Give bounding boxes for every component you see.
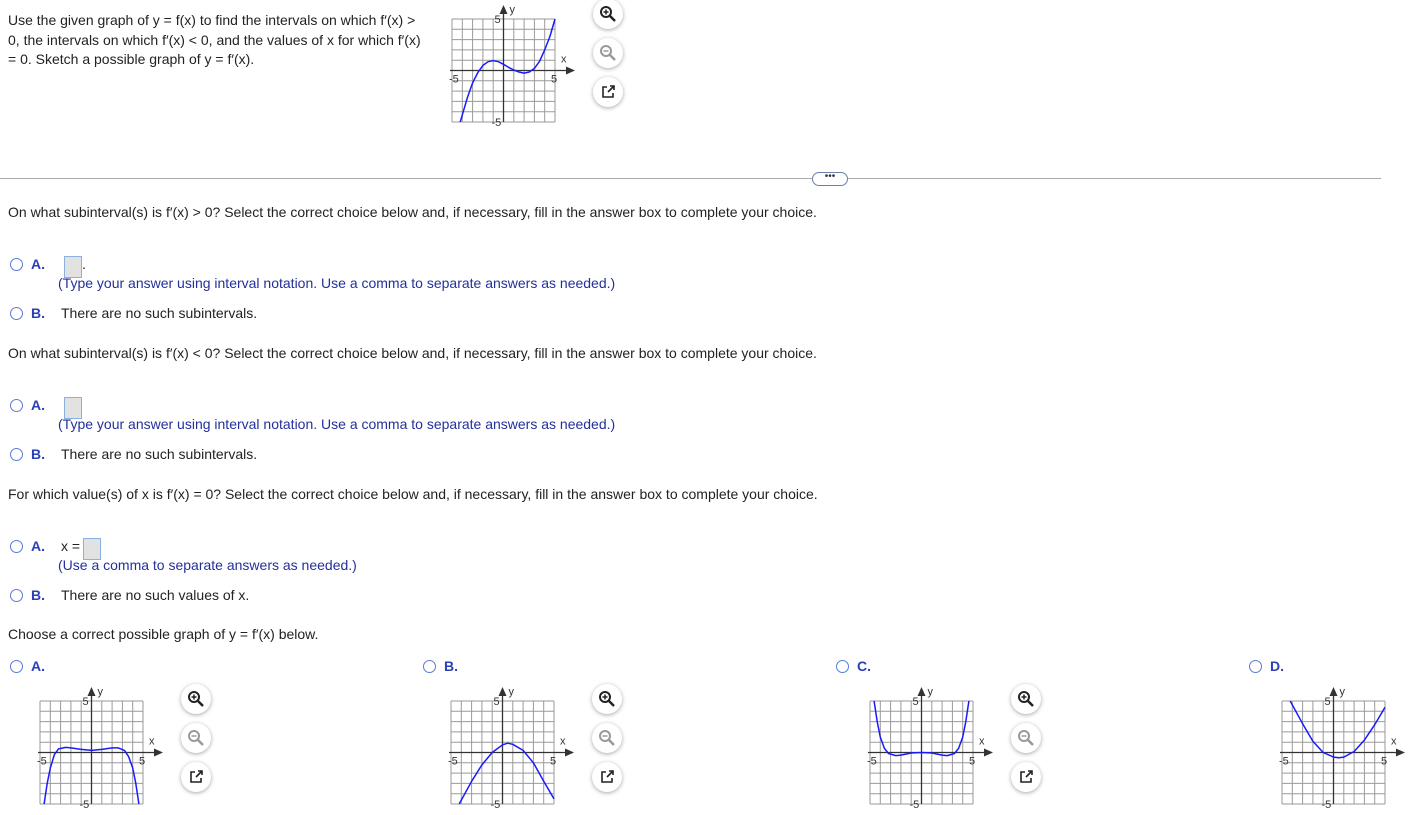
tick-label: -5 — [490, 799, 501, 811]
tick-label: -5 — [1279, 755, 1289, 768]
choice-label: A. — [31, 397, 45, 413]
tick-label: -5 — [449, 73, 459, 86]
graph-choice-b[interactable] — [423, 658, 470, 674]
y-axis-arrow — [88, 687, 96, 696]
radio-b[interactable] — [423, 660, 436, 673]
question-prompt: On what subinterval(s) is f′(x) > 0? Select the correct choice below and, if necessary, fill in the answer box to complete your choice. — [8, 204, 817, 220]
graph-option-d — [1268, 685, 1411, 815]
tick-label: -5 — [79, 799, 90, 811]
y-axis-label: y — [927, 686, 933, 698]
x-axis-arrow — [984, 749, 993, 757]
answer-suffix: . — [82, 256, 86, 272]
main-graph — [438, 3, 581, 133]
question-prompt: For which value(s) of x is f′(x) = 0? Select the correct choice below and, if necessary, fill in the answer box to complete your choice. — [8, 486, 818, 502]
answer-prefix: x = — [61, 538, 81, 554]
x-axis-label: x — [979, 735, 985, 748]
tick-label: -5 — [1321, 799, 1332, 811]
zoom-in-icon[interactable] — [181, 684, 211, 714]
y-axis-label: y — [1339, 686, 1345, 698]
choice-a[interactable] — [10, 532, 101, 560]
y-axis-arrow — [499, 687, 507, 696]
tick-label: 5 — [493, 696, 500, 708]
open-new-window-icon[interactable] — [592, 762, 622, 792]
x-axis-label: x — [1391, 735, 1397, 748]
choice-text: There are no such values of x. — [61, 587, 250, 603]
zoom-out-icon[interactable] — [1011, 723, 1041, 753]
choice-label: B. — [31, 446, 45, 462]
choice-b[interactable] — [10, 587, 249, 603]
x-axis-arrow — [566, 67, 575, 75]
function-curve — [1290, 701, 1385, 758]
choice-label: C. — [857, 658, 871, 674]
radio-b[interactable] — [10, 448, 23, 461]
radio-b[interactable] — [10, 589, 23, 602]
x-axis-label: x — [561, 53, 567, 66]
x-axis-arrow — [154, 749, 163, 757]
tick-label: -5 — [867, 755, 877, 768]
tick-label: 5 — [1324, 696, 1331, 708]
x-axis-label: x — [149, 735, 155, 748]
choice-label: B. — [31, 587, 45, 603]
zoom-out-icon[interactable] — [181, 723, 211, 753]
tick-label: 5 — [1381, 755, 1388, 768]
divider — [0, 178, 1381, 179]
graph-choice-d[interactable] — [1249, 658, 1296, 674]
radio-a[interactable] — [10, 258, 23, 271]
y-axis-arrow — [500, 5, 508, 14]
graph-choice-c[interactable] — [836, 658, 883, 674]
y-axis-label: y — [509, 4, 515, 16]
graph-option-a — [26, 685, 169, 815]
choice-label: A. — [31, 256, 45, 272]
tick-label: -5 — [491, 117, 502, 129]
choice-label: A. — [31, 538, 45, 554]
zoom-out-icon[interactable] — [592, 723, 622, 753]
choice-b[interactable] — [10, 305, 257, 321]
open-new-window-icon[interactable] — [1011, 762, 1041, 792]
radio-a[interactable] — [10, 540, 23, 553]
tick-label: -5 — [37, 755, 47, 768]
choice-b[interactable] — [10, 446, 257, 462]
choice-label: B. — [444, 658, 458, 674]
radio-a[interactable] — [10, 399, 23, 412]
tick-label: -5 — [448, 755, 458, 768]
graph-option-c — [856, 685, 999, 815]
tick-label: 5 — [969, 755, 976, 768]
tick-label: 5 — [82, 696, 89, 708]
tick-label: 5 — [139, 755, 146, 768]
graph-option-b — [437, 685, 580, 815]
radio-a[interactable] — [10, 660, 23, 673]
tick-label: -5 — [909, 799, 920, 811]
tick-label: 5 — [551, 73, 558, 86]
y-axis-label: y — [97, 686, 103, 698]
open-new-window-icon[interactable] — [181, 762, 211, 792]
y-axis-label: y — [508, 686, 514, 698]
expand-toggle-button[interactable]: ••• — [812, 172, 848, 186]
tick-label: 5 — [912, 696, 919, 708]
graph-question-prompt: Choose a correct possible graph of y = f′(x) below. — [8, 626, 319, 642]
choice-label: D. — [1270, 658, 1284, 674]
answer-hint: (Use a comma to separate answers as needed.) — [58, 557, 357, 573]
zoom-in-icon[interactable] — [1011, 684, 1041, 714]
zoom-out-icon[interactable] — [593, 38, 623, 68]
x-axis-label: x — [560, 735, 566, 748]
x-axis-arrow — [1396, 749, 1405, 757]
graph-choice-a[interactable] — [10, 658, 57, 674]
radio-b[interactable] — [10, 307, 23, 320]
tick-label: 5 — [494, 14, 501, 26]
y-axis-arrow — [1330, 687, 1338, 696]
open-new-window-icon[interactable] — [593, 77, 623, 107]
choice-text: There are no such subintervals. — [61, 305, 258, 321]
x-axis-arrow — [565, 749, 574, 757]
tick-label: 5 — [550, 755, 557, 768]
zoom-in-icon[interactable] — [593, 0, 623, 29]
choice-label: A. — [31, 658, 45, 674]
answer-hint: (Type your answer using interval notation. Use a comma to separate answers as needed.) — [58, 275, 616, 291]
radio-d[interactable] — [1249, 660, 1262, 673]
answer-hint: (Type your answer using interval notation. Use a comma to separate answers as needed.) — [58, 416, 616, 432]
choice-text: There are no such subintervals. — [61, 446, 258, 462]
problem-statement: Use the given graph of y = f(x) to find the intervals on which f′(x) > 0, the intervals on which f′(x) < 0, and the values of x for which f′(x) = 0. Sketch a possible graph of y = f′(x). — [8, 12, 421, 67]
choice-a[interactable] — [10, 250, 86, 278]
question-prompt: On what subinterval(s) is f′(x) < 0? Select the correct choice below and, if necessary, fill in the answer box to complete your choice. — [8, 345, 817, 361]
y-axis-arrow — [918, 687, 926, 696]
choice-label: B. — [31, 305, 45, 321]
choice-a[interactable] — [10, 391, 82, 419]
zoom-in-icon[interactable] — [592, 684, 622, 714]
radio-c[interactable] — [836, 660, 849, 673]
